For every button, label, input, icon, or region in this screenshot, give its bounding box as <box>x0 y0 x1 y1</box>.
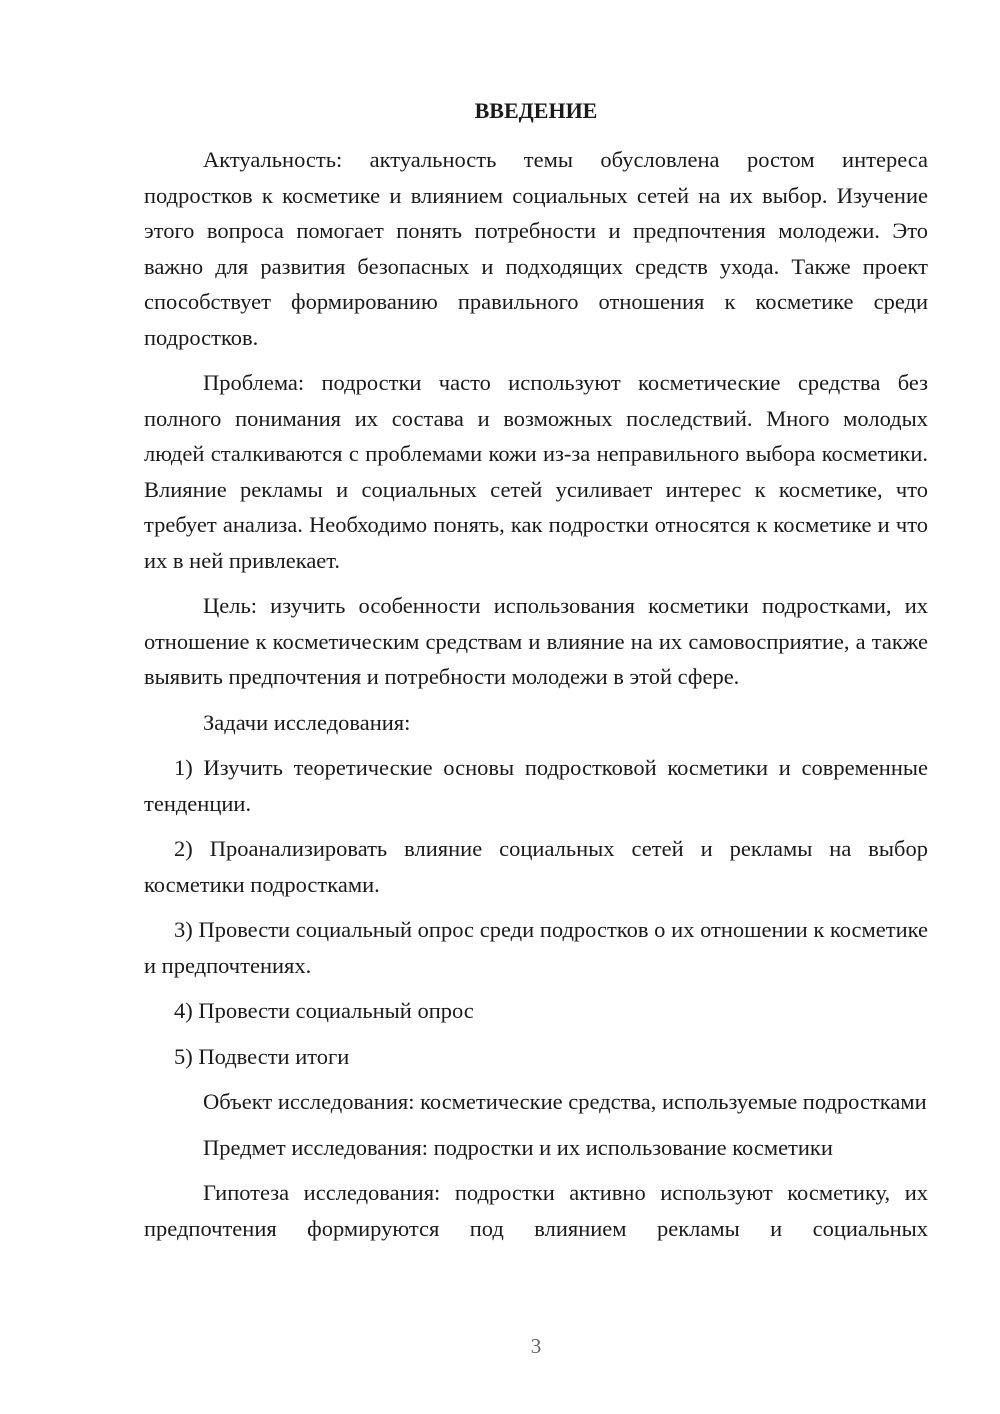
document-body <box>144 142 928 1256</box>
task-item-4: 4) Провести социальный опрос <box>174 998 474 1023</box>
task-item-2: 2) Проанализировать влияние социальных сетей и рекламы на выбор косметики подростками. <box>144 836 928 897</box>
paragraph-goal: Цель: изучить особенности использования косметики подростками, их отношение к косметическим средствам и влияние на их самовосприятие, а также выявить предпочтения и потребности молодежи в этой сфере. <box>144 593 928 689</box>
paragraph-relevance: Актуальность: актуальность темы обусловлена ростом интереса подростков к косметике и влиянием социальных сетей на их выбор. Изучение этого вопроса помогает понять потребности и предпочтения молодежи. Это важно для развития безопасных и подходящих средств ухода. Также проект способствует формированию правильного отношения к косметике среди подростков. <box>144 147 928 350</box>
paragraph-subject: Предмет исследования: подростки и их использование косметики <box>203 1134 833 1160</box>
page-number: 3 <box>530 1334 542 1358</box>
tasks-title: Задачи исследования: <box>203 709 411 735</box>
paragraph-hypothesis: Гипотеза исследования: подростки активно используют косметику, их предпочтения формируются под влиянием рекламы и социальных <box>144 1180 928 1241</box>
task-item-5: 5) Подвести итоги <box>174 1043 350 1069</box>
paragraph-problem: Проблема: подростки часто используют косметические средства без полного понимания их состава и возможных последствий. Много молодых людей сталкиваются с проблемами кожи из-за неправильного выбора косметики. Влияние рекламы и социальных сетей усиливает интерес к косметике, что требует анализа. Необходимо понять, как подростки относятся к косметике и что их в ней привлекает. <box>144 370 928 573</box>
paragraph-object: Объект исследования: косметические средства, используемые подростками <box>203 1089 927 1114</box>
task-item-1: 1) Изучить теоретические основы подростковой косметики и современные тенденции. <box>144 755 928 816</box>
task-item-3: 3) Провести социальный опрос среди подростков о их отношении к косметике и предпочтениях. <box>144 917 928 978</box>
document-page <box>144 0 928 1414</box>
section-heading: ВВЕДЕНИЕ <box>474 98 598 123</box>
